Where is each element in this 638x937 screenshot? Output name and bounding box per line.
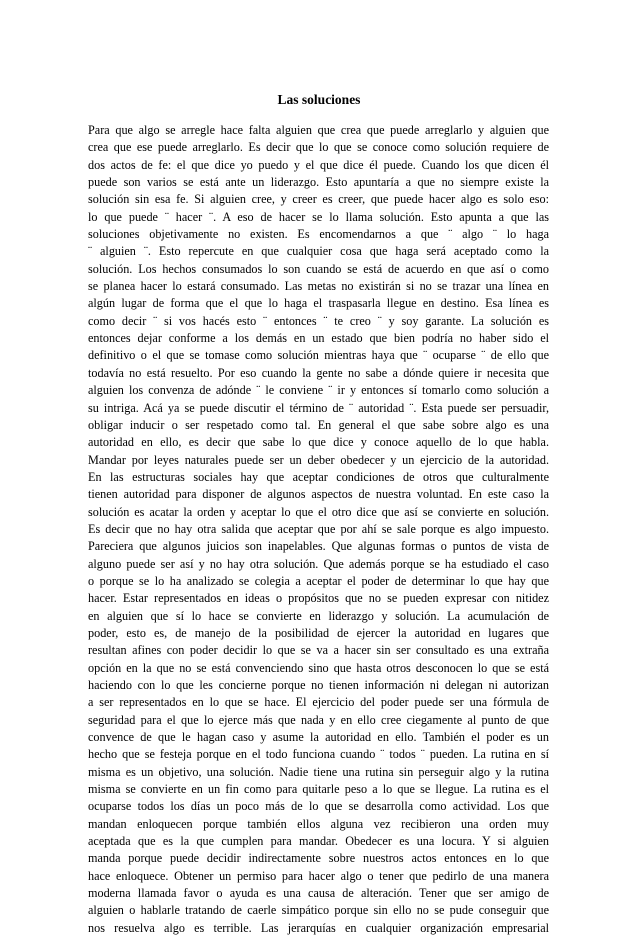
body-text-line: crea que ese puede arreglarlo. Es decir que lo que se conoce como solución requiere de [88, 140, 549, 155]
body-text-line: hace enloquece. Obtener un permiso para hacer algo o tener que pedirlo de una manera [88, 868, 549, 883]
body-text-line: manda porque puede decidir indirectamente sobre nuestros actos entonces en lo que [88, 851, 549, 866]
body-text-line: solución. Los hechos consumados lo son cuando se está de acuerdo en que así o como [88, 261, 549, 276]
body-text-line: moderna llamada favor o ayuda es una causa de alteración. Tener que ser amigo de [88, 886, 549, 901]
body-text-line: seguridad para el que lo ejerce más que nada y en ello cree ciegamente al punto de que [88, 712, 549, 727]
body-text-line: convence de que le hagan caso y asume la autoridad en ello. También el poder es un [88, 730, 549, 745]
body-text-line: En las estructuras sociales hay que aceptar condiciones de otros que culturalmente [88, 469, 549, 484]
body-text-line: todavía no está resuelto. Por eso cuando la gente no sabe a dónde quiere ir necesita que [88, 365, 549, 380]
body-text-line: nos resuelva algo es terrible. Las jerarquías en cualquier organización empresarial [88, 920, 549, 935]
body-text-line: aceptada que es la que cumplen para mandar. Obedecer es una locura. Y si alguien [88, 834, 549, 849]
body-text-line: resultan afines con poder decidir lo que se va a hacer sin ser consultado es una extraña [88, 643, 549, 658]
document-title: Las soluciones [277, 92, 361, 107]
body-text-line: obligar inducir o ser respetado como tal. En general el que sabe sobre algo es una [88, 417, 549, 432]
body-text-line: Mandar por leyes naturales puede ser un deber obedecer y un ejercicio de la autoridad. [88, 452, 549, 467]
body-text-line: entonces dejar conforme a los demás en un estado que bien podría no haber sido el [88, 331, 549, 346]
document-body [88, 122, 549, 937]
body-text-line: como decir ¨ si vos hacés esto ¨ entonces ¨ te creo ¨ y soy garante. La solución es [88, 313, 549, 328]
body-text-line: dos actos de fe: el que dice yo puedo y el que dice él puede. Cuando los que dicen él [88, 157, 549, 172]
body-text-line: en alguien que sí lo hace se convierte en liderazgo y solución. La acumulación de [88, 608, 549, 623]
body-text-line: Pareciera que algunos juicios son inapelables. Que algunas formas o puntos de vista de [88, 539, 549, 554]
body-text-line: misma se convierte en un fin como para quitarle peso a lo que se llegue. La rutina es el [88, 782, 549, 797]
body-text-line: solución es acatar la orden y aceptar lo que el otro dice que así se convierte en solución. [88, 504, 549, 519]
body-text-line: misma es un objetivo, una solución. Nadie tiene una rutina sin perseguir algo y la rutina [88, 764, 549, 779]
body-text-line: Es decir que no hay otra salida que aceptar que por ahí se sale porque es algo impuesto. [88, 521, 549, 536]
body-text-line: mandan enloquecen porque también ellos alguna vez recibieron una orden muy [88, 816, 549, 831]
body-text-line: soluciones objetivamente no existen. Es encomendarnos a que ¨ algo ¨ lo haga [88, 227, 549, 242]
body-text-line: solución sin esa fe. Si alguien cree, y creer es creer, que puede hacer algo es solo eso: [88, 192, 549, 207]
body-text-line: lo que puede ¨ hacer ¨. A eso de hacer se lo llama solución. Esto apunta a que las [88, 209, 549, 224]
body-text-line: definitivo o el que se tomase como solución mientras haya que ¨ ocuparse ¨ de ello que [88, 348, 549, 363]
body-text-line: opción en la que no se está convenciendo sino que hasta otros desconocen lo que se está [88, 660, 549, 675]
body-text-line: ¨ alguien ¨. Esto repercute en que cualquier cosa que haga será aceptado como la [88, 244, 549, 259]
body-text-line: autoridad en ello, es decir que sabe lo que dice y conoce aquello de lo que habla. [88, 435, 549, 450]
body-text-line: algún lugar de forma que el que lo haga el traspasarla llegue en destino. Esa línea es [88, 296, 549, 311]
body-text-line: o porque se lo ha analizado se colegia a aceptar el poder de determinar lo que hay que [88, 573, 549, 588]
body-text-line: alguien o hablarle tratando de caerle simpático porque sin ello no se pude conseguir que [88, 903, 549, 918]
body-text-line: haciendo con lo que les concierne porque no tienen información ni delegan ni autorizan [88, 678, 549, 692]
body-text-line: tienen autoridad para disponer de algunos aspectos de nuestra voluntad. En este caso la [88, 487, 549, 502]
body-text-line: Para que algo se arregle hace falta alguien que crea que puede arreglarlo y alguien que [88, 123, 549, 137]
body-text-line: ocuparse todos los días un poco más de lo que se desarrolla como actividad. Los que [88, 799, 549, 814]
body-text-line: hacer. Estar representados en ideas o propósitos que no se pueden expresar con nitidez [88, 591, 549, 606]
body-text-line: a ser representados en lo que se hace. El ejercicio del poder puede ser una fórmula de [88, 695, 549, 710]
body-text-line: hecho que se festeja porque en el todo funciona cuando ¨ todos ¨ pueden. La rutina en sí [88, 747, 549, 762]
body-text-line: poder, esto es, de manejo de la posibilidad de ejercer la autoridad en lugares que [88, 625, 549, 640]
body-text-line: alguno puede ser así y no hay otra solución. Que además porque se ha estudiado el caso [88, 556, 549, 571]
body-text-line: su intriga. Acá ya se puede discutir el término de ¨ autoridad ¨. Esta puede ser persuadir, [88, 400, 549, 415]
body-text-line: alguien los convenza de adónde ¨ le conviene ¨ ir y entonces sí tomarlo como solución a [88, 383, 549, 398]
body-text-line: se planea hacer lo estará consumado. Las metas no existirán si no se trazar una línea en [88, 279, 549, 294]
body-text-line: puede son varios se está ante un liderazgo. Esto apuntaría a que no siempre existe la [88, 175, 549, 190]
